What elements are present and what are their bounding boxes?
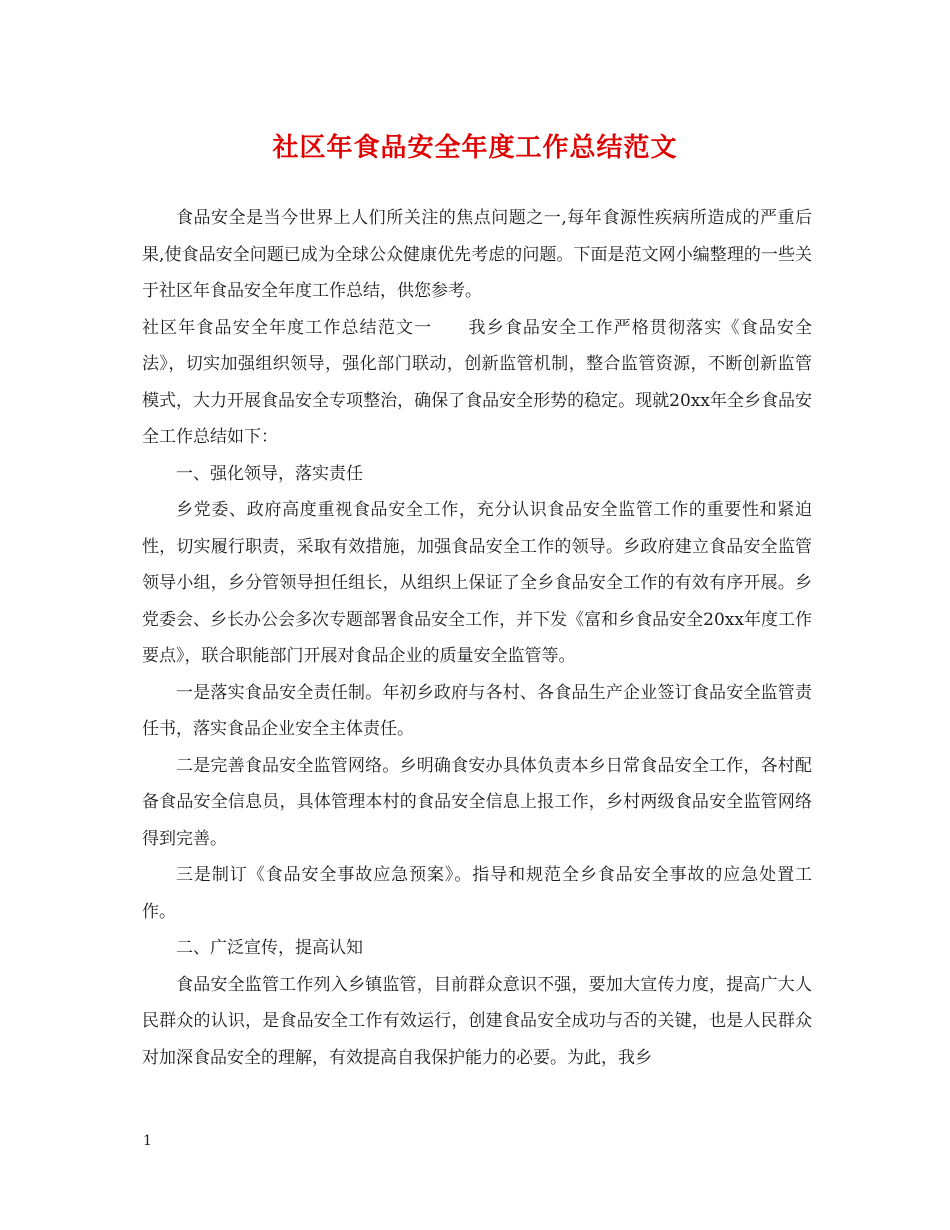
- heading-publicity: 二、广泛宣传，提高认知: [176, 938, 363, 958]
- heading-strengthen-leadership: 一、强化领导，落实责任: [176, 463, 363, 484]
- paragraph-supervision-network: 二是完善食品安全监管网络。乡明确食安办具体负责本乡日常食品安全工作，各村配备食品安全信息员，具体管理本村的食品安全信息上报工作，乡村两级食品安全监管网络得到完善。: [142, 755, 812, 849]
- document-body: [142, 200, 812, 1076]
- paragraph-intro: 食品安全是当今世界上人们所关注的焦点问题之一,每年食源性疾病所造成的严重后果,使食品安全问题已成为全球公众健康优先考虑的问题。下面是范文网小编整理的一些关于社区年食品安全年度工作总结，供您参考。: [142, 208, 812, 301]
- page-number: 1: [143, 1133, 152, 1149]
- paragraph-publicity: 食品安全监管工作列入乡镇监管，目前群众意识不强，要加大宣传力度，提高广大人民群众的认识，是食品安全工作有效运行，创建食品安全成功与否的关键，也是人民群众对加深食品安全的理解，有效提高自我保护能力的必要。为此，我乡: [142, 974, 812, 1068]
- paragraph-emergency-plan: 三是制订《食品安全事故应急预案》。指导和规范全乡食品安全事故的应急处置工作。: [142, 865, 812, 922]
- paragraph-section-one-intro: 社区年食品安全年度工作总结范文一 我乡食品安全工作严格贯彻落实《食品安全法》，切实加强组织领导，强化部门联动，创新监管机制，整合监管资源，不断创新监管模式，大力开展食品安全专项整治，确保了食品安全形势的稳定。现就20xx年全乡食品安全工作总结如下：: [142, 317, 812, 447]
- paragraph-leadership: 乡党委、政府高度重视食品安全工作，充分认识食品安全监管工作的重要性和紧迫性，切实履行职责，采取有效措施，加强食品安全工作的领导。乡政府建立食品安全监管领导小组，乡分管领导担任组长，从组织上保证了全乡食品安全工作的有效有序开展。乡党委会、乡长办公会多次专题部署食品安全工作，并下发《富和乡食品安全20xx年度工作要点》，联合职能部门开展对食品企业的质量安全监管等。: [142, 500, 812, 666]
- paragraph-responsibility-system: 一是落实食品安全责任制。年初乡政府与各村、各食品生产企业签订食品安全监管责任书，落实食品企业安全主体责任。: [142, 682, 812, 739]
- document-title: 社区年食品安全年度工作总结范文: [272, 133, 678, 163]
